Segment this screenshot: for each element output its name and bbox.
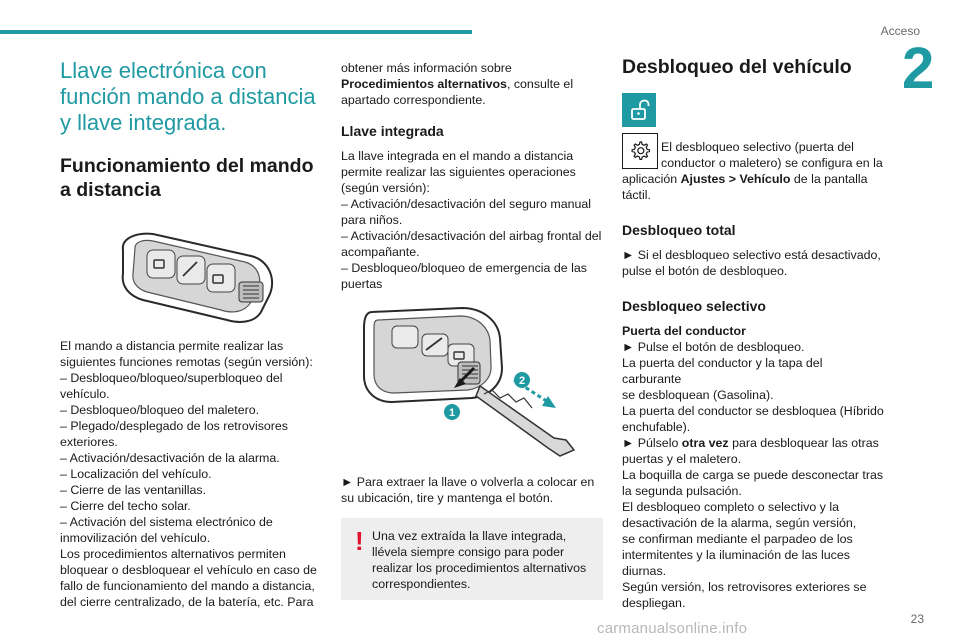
heading-selective-unlocking: Desbloqueo selectivo [622,298,766,314]
list-item: – Localización del vehículo. [60,467,212,481]
text-line: Según versión, los retrovisores exteriores se [622,580,867,594]
text-line: despliegan. [622,596,686,610]
text-line: puertas [341,277,383,291]
text-line: siguientes funciones remotas (según versión): [60,355,313,369]
text-line: se confirman mediante el parpadeo de los [622,532,853,546]
text-line [622,171,884,187]
warning-box [341,518,603,600]
list-item: – Cierre de las ventanillas. [60,483,207,497]
header-accent-bar [0,30,472,34]
text-line: del cierre centralizado, de la batería, etc. Para [60,595,314,609]
callout-1: 1 [448,407,456,419]
heading-remote-control: Funcionamiento del mando a distancia [60,155,314,201]
alternative-procedures-text [341,60,603,108]
text-span: ► Púlselo [622,436,682,450]
text-line: vehículo. [60,387,110,401]
text-line: La boquilla de carga se puede desconectar tras [622,468,884,482]
list-item: – Cierre del techo solar. [60,499,191,513]
bold-label: Puerta del conductor [622,324,746,338]
integrated-key-text [341,148,603,292]
list-item: – Plegado/desplegado de los retrovisores [60,419,288,433]
column-2 [341,60,603,600]
driver-door-label [622,323,884,339]
heading-integrated-key: Llave integrada [341,123,444,139]
heading-total-unlocking: Desbloqueo total [622,222,736,238]
text-line: ► Pulse el botón de desbloqueo. [622,340,805,354]
text-line: La puerta del conductor se desbloquea (Híbrido [622,404,884,418]
selective-config-block [622,131,884,203]
warning-icon: ! [355,526,364,556]
key-fob-illustration [101,220,281,326]
text-line: intermitentes y la iluminación de las luces [622,548,850,562]
text-line: desactivación de la alarma, según versión, [622,516,857,530]
heading-vehicle-unlocking: Desbloqueo del vehículo [622,56,852,78]
main-title: Llave electrónica con función mando a distancia y llave integrada. [60,58,316,135]
text-line: conductor o maletero) se configura en la [661,156,883,170]
text-line: El desbloqueo selectivo (puerta del [661,140,854,154]
text-line: fallo de funcionamiento del mando a distancia, [60,579,315,593]
bold-reference: Procedimientos alternativos [341,77,507,91]
bold-reference: Ajustes > Vehículo [680,172,791,186]
chapter-number: 2 [902,36,935,101]
text-line: La llave integrada en el mando a distancia [341,149,574,163]
remote-functions-text [60,338,322,610]
text-span: para desbloquear las otras [728,436,879,450]
text-line: El desbloqueo completo o selectivo y la [622,500,839,514]
text-line [622,435,884,451]
list-item: – Desbloqueo/bloqueo/superbloqueo del [60,371,283,385]
settings-gear-icon [622,133,658,169]
list-item: – Activación/desactivación del seguro manual [341,197,592,211]
watermark: carmanualsonline.info [597,620,748,637]
text-span: de la pantalla [790,172,868,186]
list-item: – Desbloqueo/bloqueo del maletero. [60,403,260,417]
unlock-icon [622,93,656,127]
text-line: enchufable). [622,420,691,434]
text-line: inmovilización del vehículo. [60,531,211,545]
text-span: , consulte el apartado correspondiente. [341,77,574,107]
text-line: acompañante. [341,245,420,259]
header-section-title: Acceso [880,24,920,38]
text-line: bloquear o desbloquear el vehículo en caso de [60,563,317,577]
text-span: obtener más información sobre [341,61,512,75]
text-line: exteriores. [60,435,118,449]
text-line: permite realizar las siguientes operaciones [341,165,576,179]
list-item: – Activación/desactivación del airbag frontal del [341,229,602,243]
column-3 [622,55,884,611]
list-item: – Activación del sistema electrónico de [60,515,273,529]
key-extraction-illustration [352,298,592,464]
column-1 [60,52,322,610]
warning-text: Una vez extraída la llave integrada, llévela siempre consigo para poder realizar los procedimientos alternativos correspondientes. [372,529,587,591]
page-number: 23 [910,612,924,626]
total-unlocking-text: ► Si el desbloqueo selectivo está desactivado, pulse el botón de desbloqueo. [622,248,881,278]
text-line: diurnas. [622,564,667,578]
text-line: táctil. [622,188,651,202]
text-line: El mando a distancia permite realizar las [60,339,284,353]
text-span: aplicación [622,172,681,186]
text-line: se desbloquean (Gasolina). [622,388,774,402]
callout-2: 2 [518,375,526,387]
extraction-instruction: ► Para extraer la llave o volverla a colocar en su ubicación, tire y mantenga el botón. [341,475,595,505]
text-line: para niños. [341,213,403,227]
bold-emphasis: otra vez [681,436,729,450]
text-line: (según versión): [341,181,430,195]
list-item: – Desbloqueo/bloqueo de emergencia de las [341,261,587,275]
list-item: – Activación/desactivación de la alarma. [60,451,280,465]
text-line: la segunda pulsación. [622,484,742,498]
text-line: Los procedimientos alternativos permiten [60,547,286,561]
text-line: La puerta del conductor y la tapa del carburante [622,356,823,386]
text-line: puertas y el maletero. [622,452,742,466]
